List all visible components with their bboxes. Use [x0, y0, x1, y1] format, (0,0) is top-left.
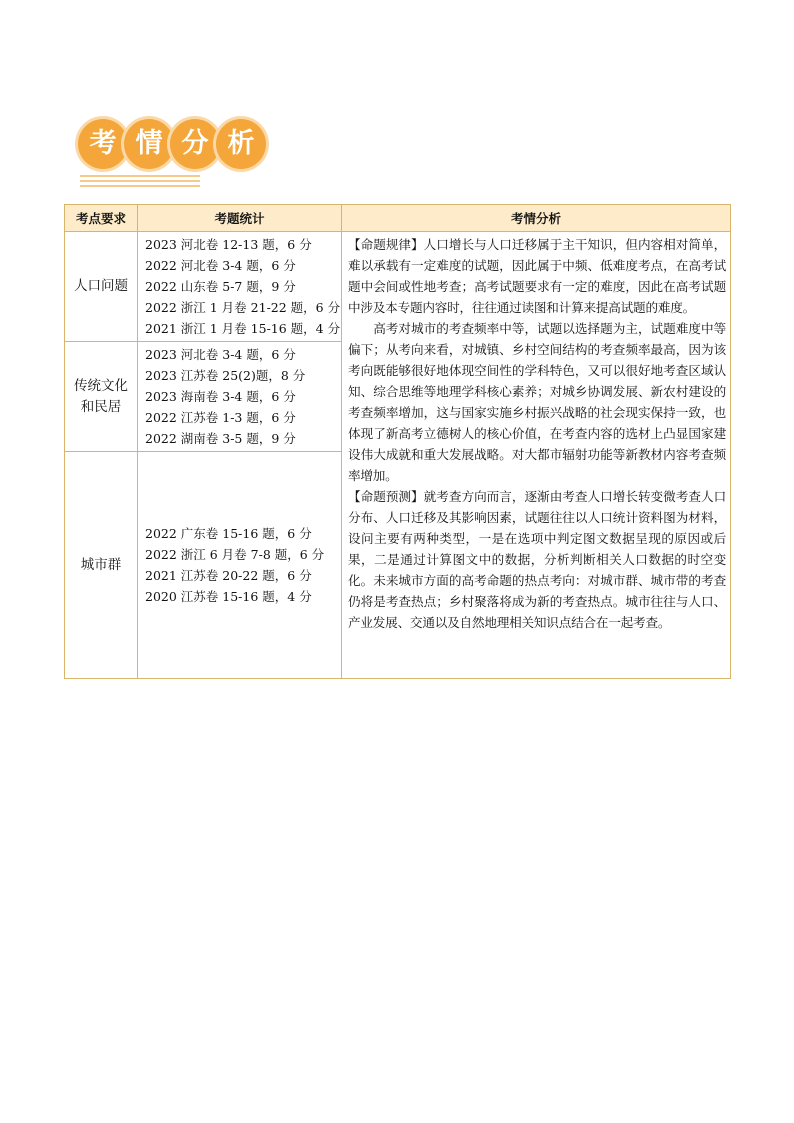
stat-item: 2021 浙江 1 月卷 15-16 题，4 分 — [145, 321, 341, 336]
topic-cell — [65, 232, 138, 342]
stat-item: 2022 广东卷 15-16 题，6 分 — [145, 526, 312, 541]
topic-cell — [65, 342, 138, 452]
stat-item: 2021 江苏卷 20-22 题，6 分 — [145, 568, 312, 583]
stats-cell — [138, 232, 342, 342]
stat-item: 2023 河北卷 3-4 题，6 分 — [145, 347, 296, 362]
header-topic: 考点要求 — [65, 205, 138, 232]
stat-item: 2022 山东卷 5-7 题，9 分 — [145, 279, 296, 294]
stats-cell — [138, 342, 342, 452]
stat-item: 2022 江苏卷 1-3 题，6 分 — [145, 410, 296, 425]
section-title-badge — [78, 119, 268, 171]
analysis-paragraph: 高考对城市的考查频率中等，试题以选择题为主，试题难度中等偏下；从考向来看，对城镇、乡村空间结构的考查频率最高，因为该考向既能够很好地体现空间性的学科特色，又可以很好地考查区域认知、综合思维等地理学科核心素养；对城乡协调发展、新农村建设的考查频率增加，这与国家实施乡村振兴战略的社会现实保持一致，也体现了新高考立德树人的核心价值，在考查内容的选材上凸显国家建设伟大成就和重大发展战略。对大都市辐射功能等新教材内容考查频率增加。 — [348, 321, 726, 483]
decorative-underline — [80, 175, 200, 190]
stat-item: 2022 浙江 1 月卷 21-22 题，6 分 — [145, 300, 341, 315]
header-analysis: 考情分析 — [342, 205, 731, 232]
title-char: 情 — [124, 119, 174, 169]
stat-item: 2023 河北卷 12-13 题，6 分 — [145, 237, 312, 252]
stat-item: 2023 海南卷 3-4 题，6 分 — [145, 389, 296, 404]
topic-cell — [65, 452, 138, 679]
analysis-cell — [342, 232, 731, 679]
stat-item: 2022 河北卷 3-4 题，6 分 — [145, 258, 296, 273]
topic-label: 城市群 — [80, 556, 122, 573]
header-stats: 考题统计 — [138, 205, 342, 232]
stats-cell — [138, 452, 342, 679]
stat-item: 2023 江苏卷 25(2)题，8 分 — [145, 368, 306, 383]
stat-item: 2020 江苏卷 15-16 题，4 分 — [145, 589, 312, 604]
stat-item: 2022 湖南卷 3-5 题，9 分 — [145, 431, 296, 446]
title-char: 分 — [170, 119, 220, 169]
topic-label: 人口问题 — [74, 278, 128, 294]
topic-label: 和民居 — [80, 398, 122, 415]
analysis-paragraph: 【命题规律】人口增长与人口迁移属于主干知识，但内容相对简单，难以承载有一定难度的试题，因此属于中频、低难度考点，在高考试题中会间或性地考查；高考试题要求有一定的难度，因此在高考试题中涉及本专题内容时，往往通过读图和计算来提高试题的难度。 — [348, 237, 726, 315]
table-header-row — [65, 205, 731, 232]
title-char: 析 — [216, 119, 266, 169]
table-row — [65, 232, 731, 342]
exam-analysis-table — [64, 204, 731, 679]
topic-label: 传统文化 — [74, 377, 128, 394]
title-char: 考 — [78, 119, 128, 169]
analysis-paragraph: 【命题预测】就考查方向而言，逐渐由考查人口增长转变微考查人口分布、人口迁移及其影响因素，试题往往以人口统计资料图为材料，设问主要有两种类型，一是在选项中判定图文数据呈现的原因或后果，二是通过计算图文中的数据，分析判断相关人口数据的时空变化。未来城市方面的高考命题的热点考向：对城市群、城市带的考查仍将是考查热点；乡村聚落将成为新的考查热点。城市往往与人口、产业发展、交通以及自然地理相关知识点结合在一起考查。 — [348, 489, 726, 630]
stat-item: 2022 浙江 6 月卷 7-8 题，6 分 — [145, 547, 325, 562]
